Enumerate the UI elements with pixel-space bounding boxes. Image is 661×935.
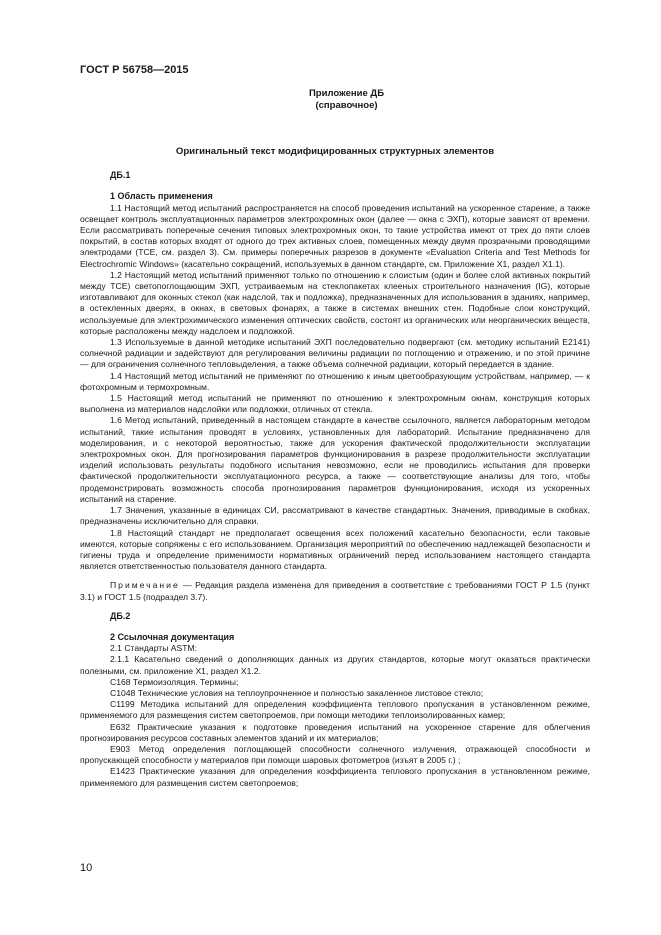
paragraph-2-1-1: 2.1.1 Касательно сведений о дополняющих данных из других стандартов, которые могут оказаться практически полезными, см. приложение X1, раздел X1.2. bbox=[80, 654, 590, 676]
appendix-title: Приложение ДБ bbox=[308, 88, 385, 99]
note-label: Примечание bbox=[110, 580, 180, 591]
page-number: 10 bbox=[80, 862, 93, 874]
reference-c168: C168 Термоизоляция. Термины; bbox=[110, 676, 239, 687]
reference-e903: E903 Метод определения поглощающей способности солнечного излучения, отражающей способности и пропускающей способности у материалов при помощи шаровых фотометров (изъят в 2005 г.) ; bbox=[80, 743, 590, 766]
section-heading-scope: 1 Область применения bbox=[110, 191, 213, 202]
section-heading-references: 2 Ссылочная документация bbox=[110, 631, 235, 642]
paragraph-1-1: 1.1 Настоящий метод испытаний распространяется на способ проведения испытаний на ускоренное старение, а также освещает контроль эксплуатационных параметров электрохромных окон (далее — окна с ЭХП), которые зависят от времени. Если рассматривать поперечные сечения типовых электрохромных окон, то такие устройства имеют от трех до пяти слоев покрытий, в состав которых входят от одного до трех активных слоев, помещенных между двумя прозрачными проводящими электродами (TCE, см. раздел 3). См. примеры поперечных разрезов в документе «Evaluation Criteria and Test Methods for Electrochromic Windows» (касательно сокращений, используемых в данном стандарте, см. Приложение X1, раздел X1.1). bbox=[80, 202, 590, 269]
paragraph-1-2: 1.2 Настоящий метод испытаний применяют только по отношению к слоистым (один и более слой активных покрытий между TCE) светопоглощающим ЭХП, устраиваемым на стеклопакетах клееных строительного назначения (IG), которые изготавливают для оконных стекол (как надслой, так и подложка), предназначенных для использования в зданиях, например, в остекленных дверях, в окнах, в световых фонарях, а также в системах внешних стен. Подобные слои конструкций, используемые для электрохимического изменения оптических свойств, состоят из органических или неорганических веществ, которые расположены между надслоем и подложкой. bbox=[80, 269, 590, 336]
reference-c1199: C1199 Методика испытаний для определения коэффициента теплового пропускания в установленном режиме, применяемого для размещения систем светопроемов, при помощи методики теплоизолированных камер; bbox=[80, 699, 590, 721]
paragraph-1-6: 1.6 Метод испытаний, приведенный в настоящем стандарте в качестве ссылочного, является лабораторным методом испытаний, такие испытания проводят в условиях, установленных для лабораторий. Испытание предназначено для моделирования, и с некоторой вероятностью, также для ускорения фактической продолжительности эксплуатации электрохромных окон. Для прогнозирования параметров функционирования в разрезе продолжительности эксплуатации изделий использовать результаты подобного испытания невозможно, если не проводились испытания для проверки фактической продолжительности эксплуатационного ресурса, а также — соответствующие анализы для того, чтобы продемонстрировать возможность способа прогнозирования параметров функционирования, исходя из ускоренных испытаний на старение. bbox=[80, 415, 590, 504]
subsection-label-db2: ДБ.2 bbox=[110, 610, 131, 621]
appendix-heading bbox=[0, 88, 661, 112]
paragraph-1-7: 1.7 Значения, указанные в единицах СИ, рассматривают в качестве стандартных. Значения, приводимые в скобках, предназначены исключительно для справки. bbox=[80, 505, 590, 527]
appendix-subtitle: (справочное) bbox=[315, 100, 378, 111]
paragraph-2-1: 2.1 Стандарты ASTM: bbox=[110, 643, 198, 654]
subsection-label-db1: ДБ.1 bbox=[110, 170, 131, 181]
paragraph-1-4: 1.4 Настоящий метод испытаний не применяют по отношению к иным цветообразующим устройствам, например, — к фотохромным и термохромным. bbox=[80, 370, 590, 392]
paragraph-1-3: 1.3 Используемые в данной методике испытаний ЭХП последовательно подвергают (см. методику испытаний E2141) солнечной радиации и задействуют для регулирования величины радиации по поглощению и отражению, и по этой причине — для ограничения солнечного тепловыделения, а также объема солнечной радиации, который передается в здание. bbox=[80, 337, 590, 370]
note-text: — Редакция раздела изменена для приведения в соответствие с требованиями ГОСТ Р 1.5 (пункт 3.1) и ГОСТ 1.5 (подраздел 3.7). bbox=[80, 580, 590, 602]
reference-e632: E632 Практические указания к подготовке проведения испытаний на ускоренное старение для облегчения прогнозирования ресурсов составных элементов зданий и их материалов; bbox=[80, 721, 590, 743]
reference-c1048: C1048 Технические условия на теплоупрочненное и полностью закаленное листовое стекло; bbox=[110, 687, 484, 698]
standard-code-header: ГОСТ Р 56758—2015 bbox=[80, 64, 189, 76]
paragraph-1-8: 1.8 Настоящий стандарт не предполагает освещения всех положений касательно безопасности, если таковые имеются, которые сопряжены с его использованием. Организация мероприятий по обеспечению надлежащей безопасности и гигиены труда и определение применимости нормативных ограничений перед использованием настоящего стандарта является ответственностью пользователя данного стандарта. bbox=[80, 527, 590, 572]
document-title: Оригинальный текст модифицированных структурных элементов bbox=[175, 146, 495, 157]
note-paragraph bbox=[80, 580, 590, 602]
document-body bbox=[80, 146, 590, 789]
reference-e1423: E1423 Практические указания для определения коэффициента теплового пропускания в установленном режиме, применяемого для размещения систем светопроемов; bbox=[80, 766, 590, 788]
paragraph-1-5: 1.5 Настоящий метод испытаний не применяют по отношению к электрохромным окнам, конструкция которых выполнена из материалов надслойки или подложки, отличных от стекла. bbox=[80, 393, 590, 415]
